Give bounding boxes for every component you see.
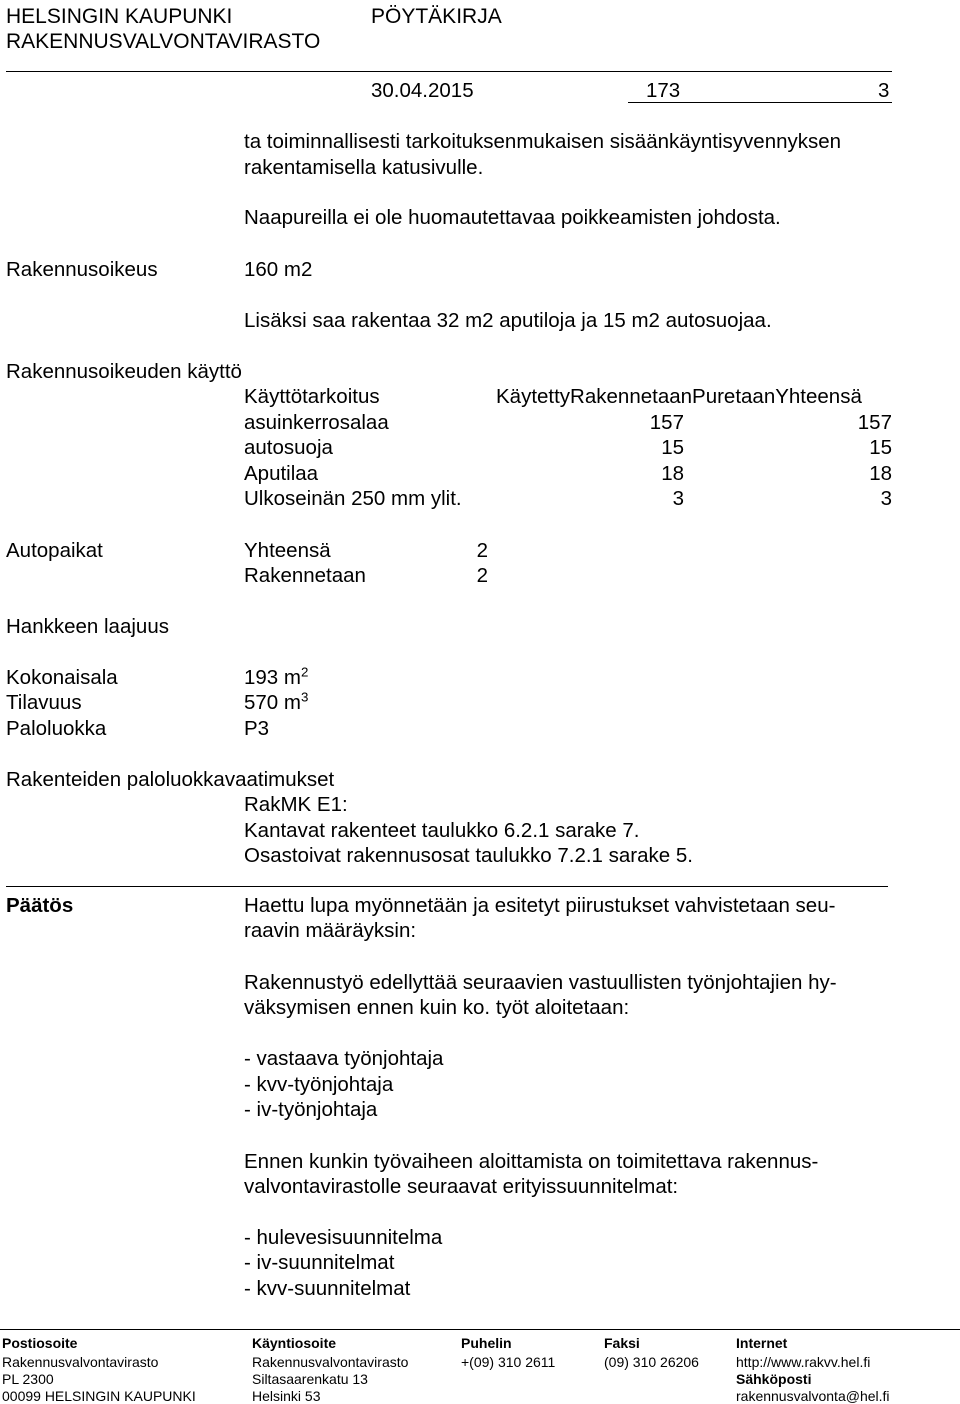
footer-kayntiosoite-head: Käyntiosoite [252, 1335, 337, 1351]
laajuus-row-value: 193 $m^2$ [244, 664, 309, 689]
document-date: 30.04.2015 [371, 79, 474, 102]
kaytto-col-heads: KäytettyRakennetaanPuretaanYhteensä [496, 385, 862, 408]
footer-rule [0, 1329, 960, 1330]
kaytto-row-name: asuinkerrosalaa [244, 411, 389, 434]
kaytto-label: Rakennusoikeuden käyttö [6, 360, 242, 383]
suunnitelmat-text-line1: Ennen kunkin työvaiheen aloittamista on toimitettava rakennus- [244, 1150, 819, 1173]
laajuus-label: Hankkeen laajuus [6, 615, 169, 638]
list-item: - hulevesisuunnitelma [244, 1226, 443, 1249]
footer-puhelin-value: +(09) 310 2611 [461, 1354, 556, 1370]
intro-text-line1: ta toiminnallisesti tarkoituksenmukaisen sisäänkäyntisyvennyksen [244, 130, 842, 153]
autopaikat-row-label: Yhteensä [244, 539, 331, 562]
footer-email-head: Sähköposti [736, 1371, 812, 1387]
kaytto-row-name: Ulkoseinän 250 mm ylit. [244, 487, 462, 510]
list-item: - iv-suunnitelmat [244, 1251, 395, 1274]
footer-kayntiosoite-line: Rakennusvalvontavirasto [252, 1354, 409, 1370]
kaytto-row-rakennetaan: 157 [649, 411, 684, 434]
list-item: - iv-työnjohtaja [244, 1098, 378, 1121]
org-name: HELSINGIN KAUPUNKI [6, 5, 233, 28]
laajuus-row-label: Kokonaisala [6, 666, 118, 689]
paatos-label: Päätös [6, 894, 74, 917]
list-item: - vastaava työnjohtaja [244, 1047, 444, 1070]
list-item: - kvv-työnjohtaja [244, 1073, 394, 1096]
page-number: 3 [878, 79, 890, 102]
autopaikat-row-label: Rakennetaan [244, 564, 366, 587]
laajuus-row-label: Paloluokka [6, 717, 107, 740]
header-rule [6, 71, 892, 72]
laajuus-row-value: P3 [244, 717, 270, 740]
tyonjohtajat-text-line1: Rakennustyö edellyttää seuraavien vastuullisten työnjohtajien hy- [244, 971, 837, 994]
lisaksi-text: Lisäksi saa rakentaa 32 m2 aputiloja ja 15 m2 autosuojaa. [244, 309, 772, 332]
kaytto-row-yhteensa: 3 [880, 487, 892, 510]
footer-kayntiosoite-line: Siltasaarenkatu 13 [252, 1371, 368, 1387]
department-name: RAKENNUSVALVONTAVIRASTO [6, 30, 321, 53]
footer-faksi-head: Faksi [604, 1335, 640, 1351]
kaytto-row-rakennetaan: 3 [672, 487, 684, 510]
list-item: - kvv-suunnitelmat [244, 1277, 411, 1300]
palo-line: Kantavat rakenteet taulukko 6.2.1 sarake 7. [244, 819, 640, 842]
footer-postiosoite-line: PL 2300 [2, 1371, 54, 1387]
footer-faksi-value: (09) 310 26206 [604, 1354, 699, 1370]
footer-postiosoite-line: 00099 HELSINGIN KAUPUNKI [2, 1388, 196, 1404]
kaytto-row-rakennetaan: 18 [661, 462, 684, 485]
paatos-rule [6, 886, 888, 887]
autopaikat-label: Autopaikat [6, 539, 103, 562]
footer-postiosoite-head: Postiosoite [2, 1335, 78, 1351]
tyonjohtajat-text-line2: väksymisen ennen kuin ko. työt aloitetaan: [244, 996, 630, 1019]
footer-internet-link[interactable]: http://www.rakvv.hel.fi [736, 1354, 871, 1370]
footer-postiosoite-line: Rakennusvalvontavirasto [2, 1354, 159, 1370]
autopaikat-row-value: 2 [476, 539, 488, 562]
kaytto-row-name: autosuoja [244, 436, 333, 459]
intro-text-line2: rakentamisella katusivulle. [244, 156, 484, 179]
neighbors-text: Naapureilla ei ole huomautettavaa poikkeamisten johdosta. [244, 206, 781, 229]
rakennusoikeus-value: 160 m2 [244, 258, 313, 281]
suunnitelmat-text-line2: valvontavirastolle seuraavat erityissuunnitelmat: [244, 1175, 679, 1198]
footer-puhelin-head: Puhelin [461, 1335, 512, 1351]
section-number: 173 [646, 79, 681, 102]
kaytto-row-yhteensa: 18 [869, 462, 892, 485]
laajuus-row-label: Tilavuus [6, 691, 82, 714]
section-underline [628, 102, 892, 103]
kaytto-row-name: Aputilaa [244, 462, 319, 485]
kaytto-row-yhteensa: 15 [869, 436, 892, 459]
palo-line: Osastoivat rakennusosat taulukko 7.2.1 sarake 5. [244, 844, 693, 867]
kaytto-col-purpose: Käyttötarkoitus [244, 385, 380, 408]
footer-kayntiosoite-line: Helsinki 53 [252, 1388, 321, 1404]
palo-label: Rakenteiden paloluokkavaatimukset [6, 768, 335, 791]
document-type: PÖYTÄKIRJA [371, 5, 502, 28]
paatos-text-line1: Haettu lupa myönnetään ja esitetyt piirustukset vahvistetaan seu- [244, 894, 836, 917]
footer-internet-head: Internet [736, 1335, 788, 1351]
laajuus-row-value: 570 $m^3$ [244, 689, 309, 714]
autopaikat-row-value: 2 [476, 564, 488, 587]
footer-email-link[interactable]: rakennusvalvonta@hel.fi [736, 1388, 890, 1404]
paatos-text-line2: raavin määräyksin: [244, 919, 417, 942]
kaytto-row-yhteensa: 157 [857, 411, 892, 434]
palo-line: RakMK E1: [244, 793, 348, 816]
kaytto-row-rakennetaan: 15 [661, 436, 684, 459]
rakennusoikeus-label: Rakennusoikeus [6, 258, 158, 281]
